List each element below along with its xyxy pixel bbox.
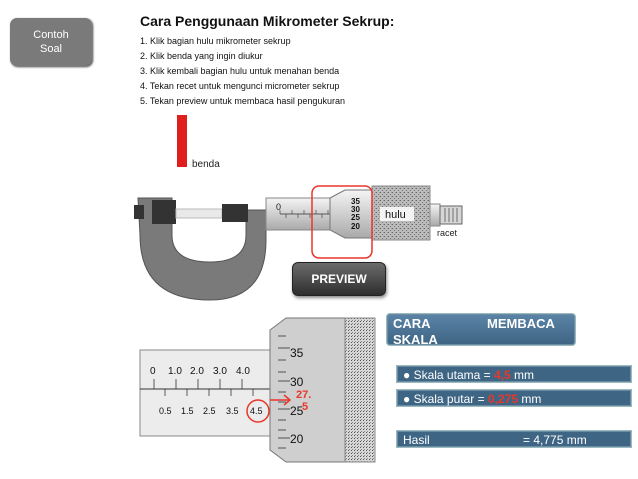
result-value: = 4,775 mm <box>523 433 587 447</box>
thimble-tick-30: 30 <box>351 205 360 214</box>
thimble-scale-value: 0,275 <box>487 392 518 406</box>
main-scale-label: ● Skala utama = <box>403 368 494 382</box>
sleeve-zero-label: 0 <box>276 202 282 212</box>
instructions-title: Cara Penggunaan Mikrometer Sekrup: <box>140 13 395 29</box>
heading-word-cara: CARA <box>393 316 431 331</box>
result-label: Hasil <box>403 433 430 447</box>
heading-word-skala: SKALA <box>393 332 438 347</box>
step-1: 1. Klik bagian hulu mikrometer sekrup <box>140 36 291 46</box>
zoom-thimble-30: 30 <box>290 375 304 389</box>
zoom-thimble-25: 25 <box>290 404 304 418</box>
thimble-scale-unit: mm <box>518 392 542 406</box>
thimble-label: hulu <box>385 209 406 221</box>
thimble-tick-20: 20 <box>351 222 360 231</box>
step-4: 4. Tekan recet untuk mengunci micrometer sekrup <box>140 81 340 91</box>
step-3: 3. Klik kembali bagian hulu untuk menahan benda <box>140 66 340 76</box>
thimble-scale-label: ● Skala putar = <box>403 392 488 406</box>
step-5: 5. Tekan preview untuk membaca hasil pengukuran <box>140 96 345 106</box>
zoom-knurl <box>345 318 375 462</box>
pointer-value-line2: 5 <box>302 401 309 413</box>
main-scale-bottom-3: 3.5 <box>226 406 239 416</box>
cara-membaca-heading <box>386 313 576 346</box>
step-2: 2. Klik benda yang ingin diukur <box>140 51 263 61</box>
main-scale-value: 4,5 <box>493 368 511 382</box>
ratchet-label: racet <box>437 228 458 238</box>
result-row <box>396 430 632 448</box>
thimble-tick-25: 25 <box>351 213 360 222</box>
main-scale-bottom-4: 4.5 <box>250 406 263 416</box>
main-scale-row <box>396 365 632 383</box>
main-scale-bottom-2: 2.5 <box>203 406 216 416</box>
thimble-tick-35: 35 <box>351 197 360 206</box>
pointer-value-line1: 27. <box>296 389 312 401</box>
preview-button[interactable]: PREVIEW <box>292 262 386 296</box>
main-scale-bottom-0: 0.5 <box>159 406 172 416</box>
badge-line1: Contoh <box>33 29 69 41</box>
main-scale-bottom-1: 1.5 <box>181 406 194 416</box>
thimble-scale-row <box>396 389 632 407</box>
heading-word-membaca: MEMBACA <box>487 316 555 331</box>
zoom-thimble-35: 35 <box>290 346 304 360</box>
main-scale-unit: mm <box>510 368 534 382</box>
main-scale-top-0: 0 <box>150 366 156 377</box>
main-scale-top-1: 1.0 <box>168 366 182 377</box>
badge-line2: Soal <box>39 43 63 55</box>
zoom-thimble-20: 20 <box>290 432 304 446</box>
main-scale-top-2: 2.0 <box>190 366 204 377</box>
main-scale-top-4: 4.0 <box>236 366 250 377</box>
main-scale-top-3: 3.0 <box>213 366 227 377</box>
zoom-sleeve <box>140 350 270 436</box>
object-label: benda <box>192 159 220 170</box>
